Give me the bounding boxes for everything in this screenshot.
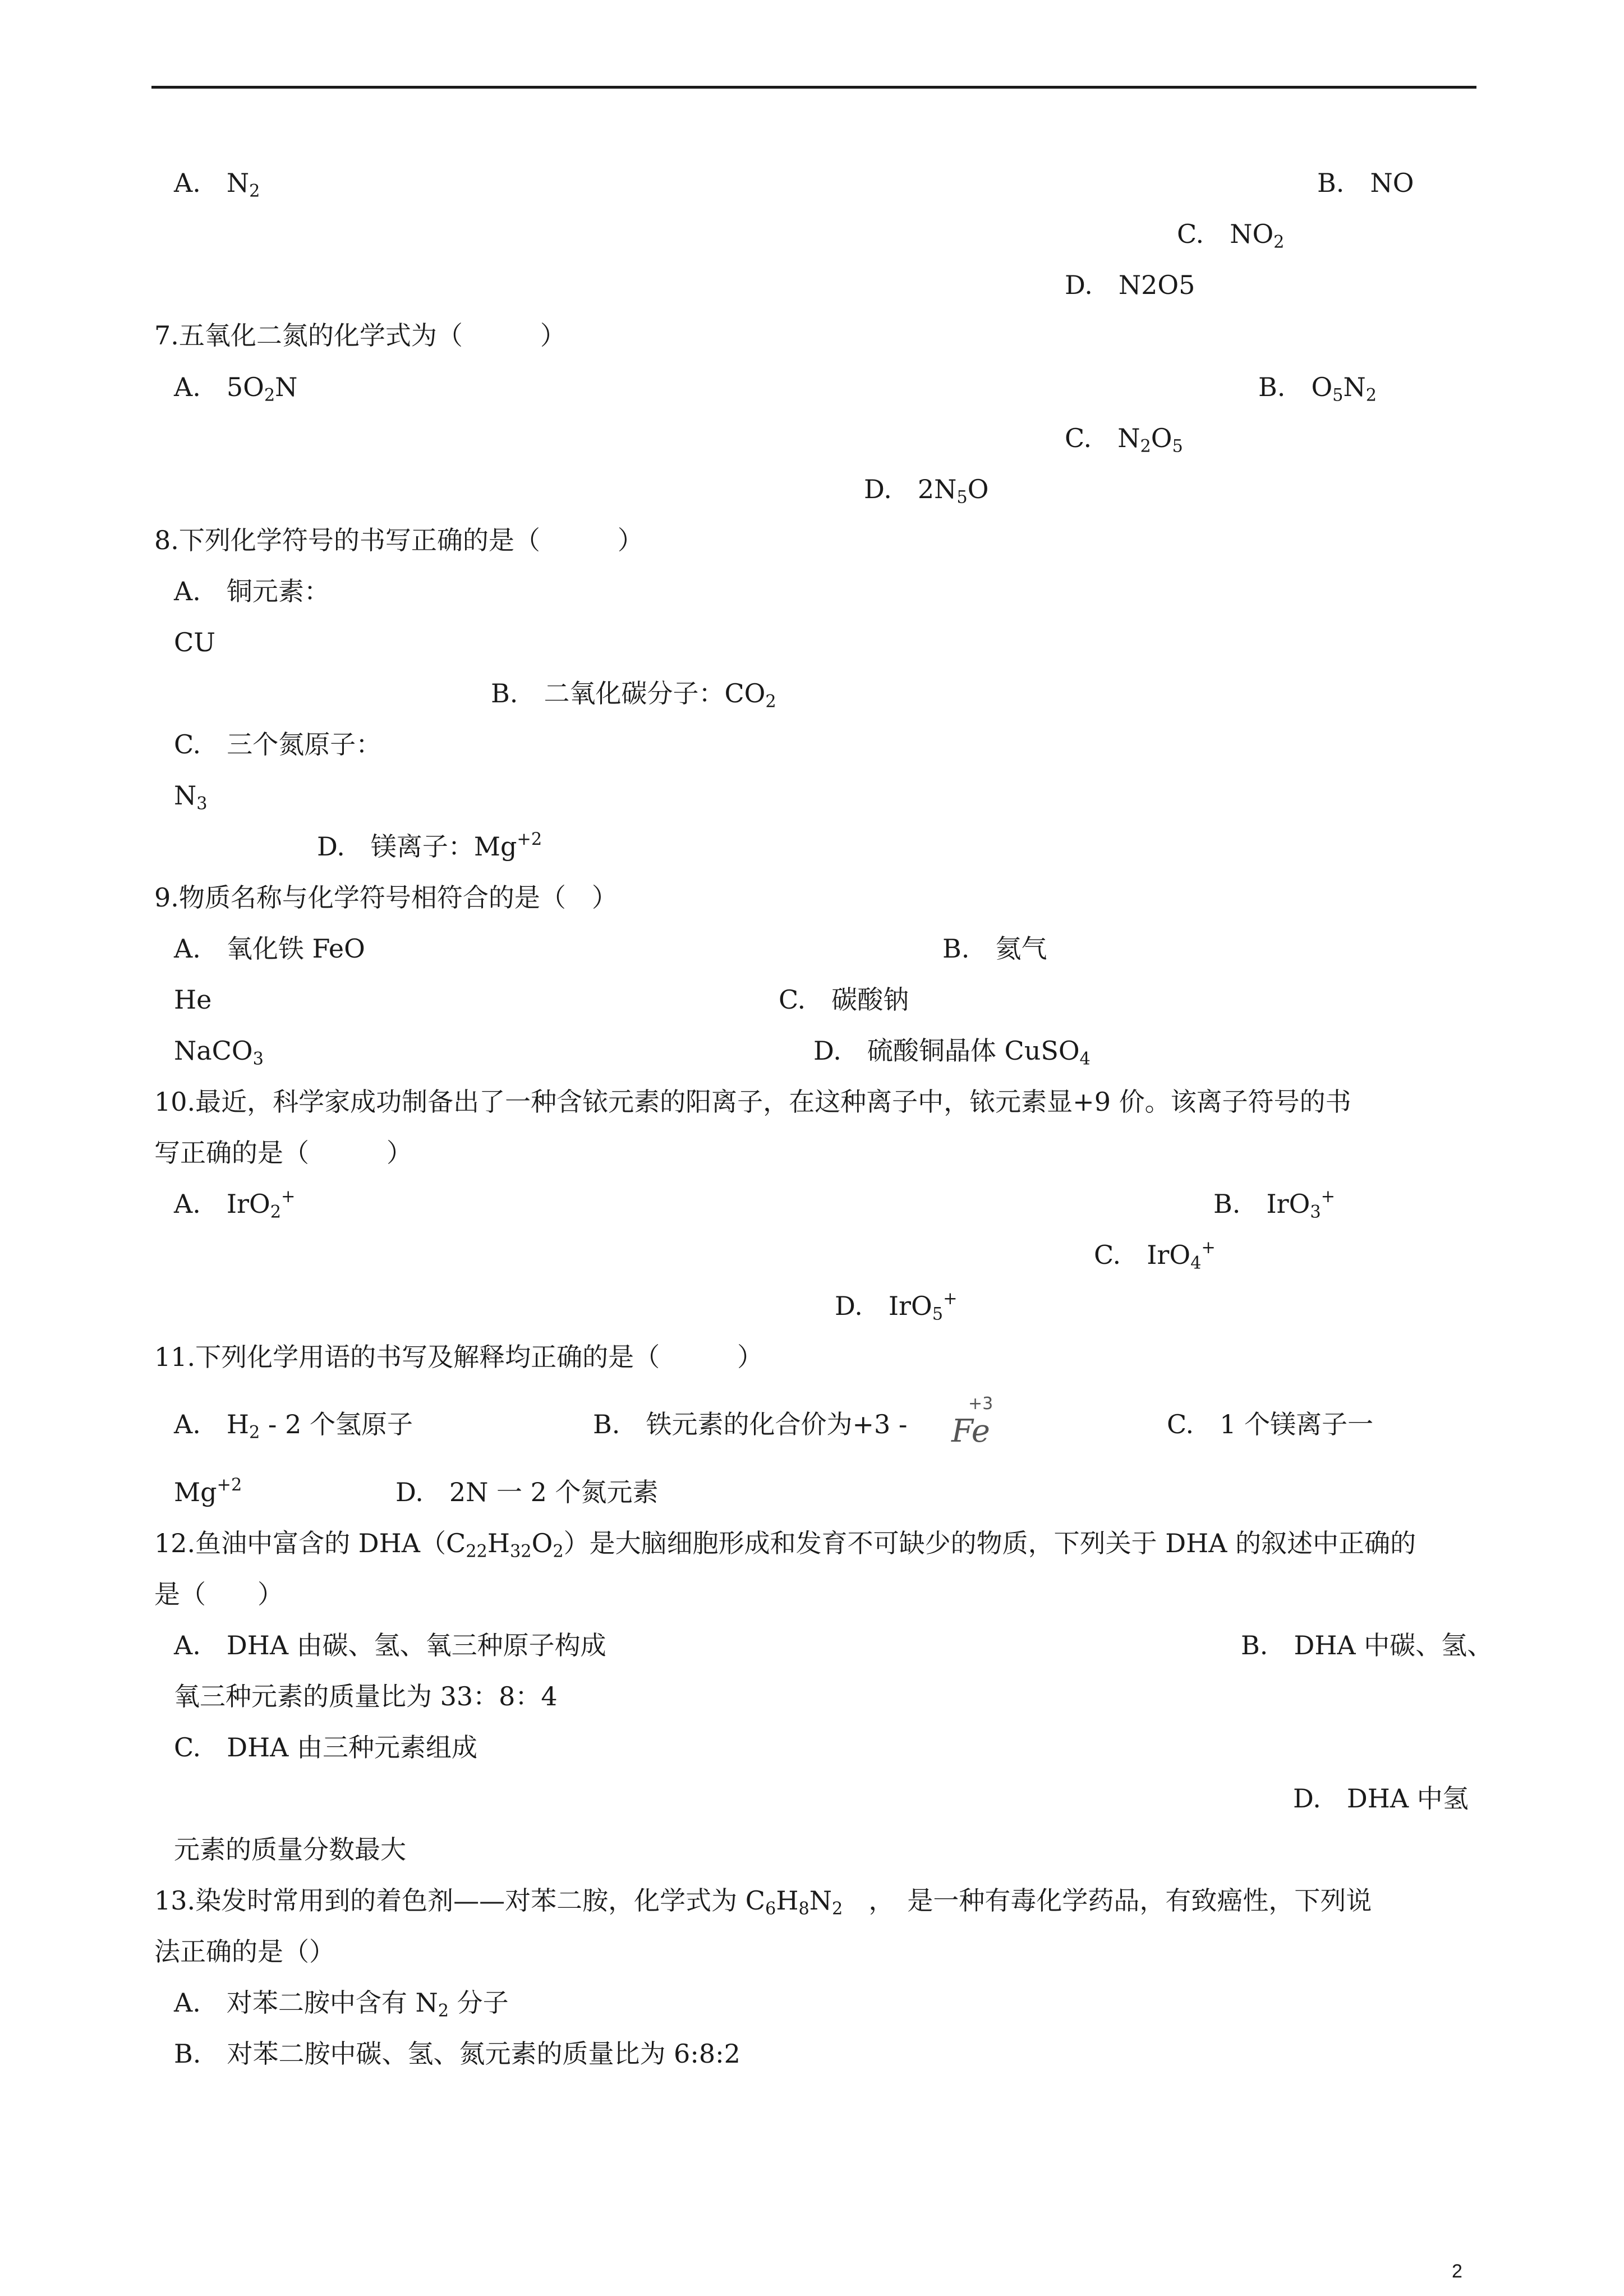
q10-option-c: C. IrO$_4$+ [1094, 1238, 1216, 1273]
q12-option-d: D. DHA 中氢 [1293, 1783, 1469, 1814]
q10-option-b: B. IrO$_3$+ [1213, 1187, 1336, 1222]
q12-option-b: B. DHA 中碳、氢、 [1241, 1630, 1493, 1660]
q7-stem: 7.五氧化二氮的化学式为（ ） [154, 320, 566, 351]
q9-option-b-value: He [174, 984, 212, 1015]
q9-option-a: A. 氧化铁 FeO [174, 933, 365, 964]
q11-option-d: D. 2N 一 2 个氮元素 [395, 1477, 659, 1507]
q8-option-a-value: CU [174, 627, 215, 657]
q9-option-b: B. 氦气 [942, 933, 1047, 964]
fe-valence-image [947, 1390, 1003, 1452]
q9-option-d: D. 硫酸铜晶体 CuSO$_4$ [813, 1036, 1091, 1069]
q9-option-c: C. 碳酸钠 [779, 984, 909, 1015]
q6-option-c: C. $NO_2$ [1177, 219, 1285, 252]
q8-option-a: A. 铜元素： [174, 576, 330, 606]
q12-stem-line1: 12.鱼油中富含的 $DHA(C_{22}H_{32}O_2)$是大脑细胞形成和发育不可缺少的物质，下列关于 DHA 的叙述中正确的 [154, 1528, 1416, 1562]
q8-option-c-value: $N_3$ [174, 780, 208, 814]
q11-stem: 11.下列化学用语的书写及解释均正确的是（ ） [154, 1342, 763, 1372]
q11-option-a: A. $H_2 - 2$ 个氢原子 [174, 1409, 413, 1443]
q12-option-d-cont: 元素的质量分数最大 [174, 1834, 406, 1865]
q6-option-d: D. N2O5 [1065, 270, 1195, 300]
q13-stem-line2: 法正确的是（） [154, 1936, 335, 1967]
q9-option-c-value: NaCO$_3$ [174, 1036, 264, 1069]
q8-option-d: D. 镁离子：$Mg^{+2}$ [317, 830, 542, 862]
page-number: 2 [1452, 2261, 1462, 2282]
q7-option-b: B. $O_5N_2$ [1258, 372, 1377, 406]
q8-option-b: B. 二氧化碳分子：$CO_2$ [491, 678, 776, 712]
q9-stem: 9.物质名称与化学符号相符合的是（ ） [154, 882, 618, 913]
q7-option-a: A. $5O_2N$ [174, 372, 298, 406]
q7-option-d: D. $2N_5O$ [864, 474, 989, 508]
q6-option-b: B. NO [1317, 168, 1414, 198]
q13-stem-line1: 13.染发时常用到的着色剂——对苯二胺，化学式为 $C_6H_8N_2$ ， 是一种有毒化学药品，有致癌性，下列说 [154, 1885, 1372, 1919]
q10-option-a: A. IrO$_2$+ [174, 1187, 296, 1222]
svg-text:Fe: Fe [951, 1413, 990, 1450]
q12-option-a: A. DHA 由碳、氢、氧三种原子构成 [174, 1630, 606, 1660]
q11-option-b: B. 铁元素的化合价为+3 - [593, 1409, 908, 1439]
q11-option-c-value: $Mg^{+2}$ [174, 1475, 242, 1507]
q12-option-c: C. DHA 由三种元素组成 [174, 1732, 478, 1763]
q10-option-d: D. IrO$_5$+ [835, 1289, 958, 1324]
q12-option-b-cont: 氧三种元素的质量比为 33：8：4 [174, 1681, 558, 1711]
svg-text:+3: +3 [968, 1394, 993, 1414]
header-rule [151, 86, 1476, 89]
q10-stem-line1: 10.最近，科学家成功制备出了一种含铱元素的阳离子，在这种离子中，铱元素显+9 价。该离子符号的书 [154, 1087, 1351, 1117]
q13-option-a: A. 对苯二胺中含有 $N_2$ 分子 [174, 1987, 509, 2021]
q8-stem: 8.下列化学符号的书写正确的是（ ） [154, 525, 643, 555]
q12-stem-line2: 是（ ） [154, 1579, 283, 1609]
q13-option-b: B. 对苯二胺中碳、氢、氮元素的质量比为 6:8:2 [174, 2039, 740, 2069]
q8-option-c: C. 三个氮原子： [174, 729, 382, 760]
q7-option-c: C. $N_2O_5$ [1065, 423, 1183, 457]
q11-option-c: C. 1 个镁离子一 [1167, 1409, 1374, 1439]
q6-option-a: A. $N_2$ [174, 168, 260, 201]
q10-stem-line2: 写正确的是（ ） [154, 1138, 412, 1168]
